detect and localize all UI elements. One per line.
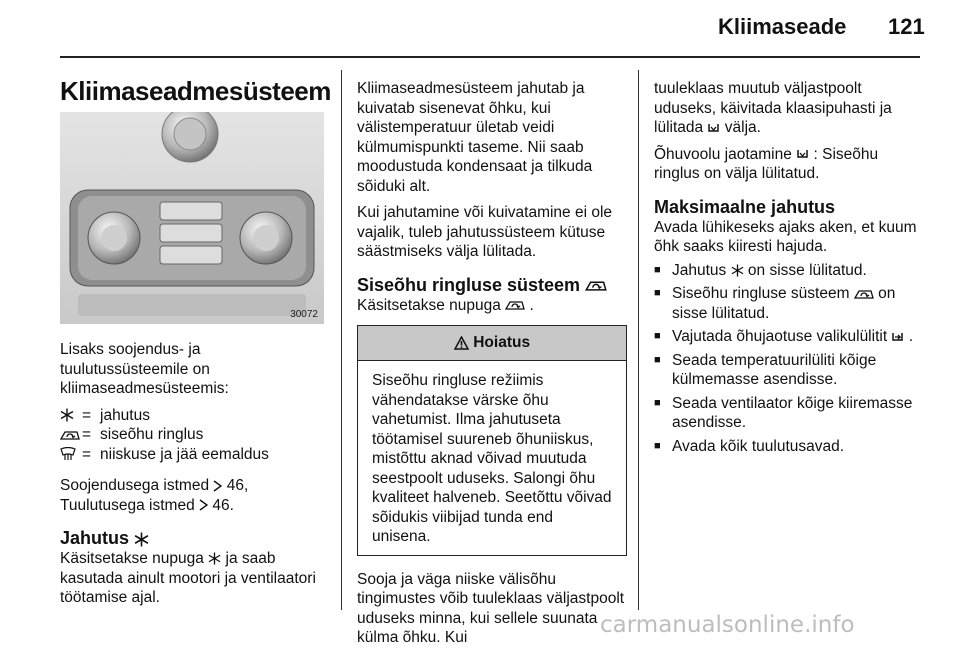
legend-text-defog: niiskuse ja jää eemaldus bbox=[100, 445, 269, 463]
legend-row-recirculation bbox=[60, 425, 332, 445]
column-divider-1 bbox=[341, 70, 342, 610]
paragraph-wiper: tuuleklaas muutub väljastpoolt uduseks, käivitada klaasipuhasti ja lülitada välja. bbox=[654, 80, 892, 136]
max-cooling-intro: Avada lühikeseks ajaks aken, et kuum õhk saaks kiiresti hajuda. bbox=[654, 218, 917, 255]
legend-row-defog bbox=[60, 445, 332, 465]
list-item: ■ Vajutada õhujaotuse valikulülitit . bbox=[654, 327, 922, 347]
warning-header bbox=[358, 326, 626, 361]
list-item: ■ Siseõhu ringluse süsteem on sisse lülitatud. bbox=[654, 284, 922, 323]
reference-text: Tuulutusega istmed bbox=[60, 496, 195, 514]
snowflake-icon bbox=[134, 528, 149, 548]
paragraph-cooling-description: Kliimaseadmesüsteem jahutab ja kuivatab sisenevat õhku, kui välistemperatuur ületab veidi külmumispunkti taseme. Nii saab moodustuda kondensaat ja tilkuda sõiduki alt. bbox=[357, 80, 593, 195]
paragraph-switch-off: Kui jahutamine või kuivatamine ei ole vajalik, tuleb jahutussüsteem kütuse säästmiseks välja lülitada. bbox=[357, 204, 613, 260]
reference-page: 46 bbox=[226, 477, 244, 494]
figure-number: 30072 bbox=[290, 309, 318, 320]
warning-box bbox=[357, 325, 627, 556]
snowflake-icon bbox=[208, 550, 225, 567]
control-panel-illustration bbox=[60, 112, 324, 324]
reference-ventilated-seats[interactable]: Tuulutusega istmed 46. bbox=[60, 496, 234, 514]
air-recirculation-icon bbox=[60, 425, 82, 445]
watermark: carmanualsonline.info bbox=[600, 612, 855, 638]
air-recirculation-icon bbox=[505, 297, 529, 314]
legend-equals: = bbox=[82, 426, 92, 443]
column-1-text bbox=[60, 340, 332, 615]
warning-triangle-icon bbox=[454, 334, 473, 351]
paragraph-air-distribution: Õhuvoolu jaotamine : Siseõhu ringlus on välja lülitatud. bbox=[654, 145, 879, 182]
reference-heated-seats[interactable]: Soojendusega istmed 46, bbox=[60, 477, 249, 494]
air-to-windshield-icon bbox=[707, 119, 724, 136]
column-2-text bbox=[357, 79, 627, 655]
max-cooling-heading: Maksimaalne jahutus bbox=[654, 196, 836, 217]
reference-page: 46 bbox=[212, 496, 230, 514]
reference-text: Soojendusega istmed bbox=[60, 477, 210, 494]
snowflake-icon bbox=[60, 406, 82, 426]
cooling-paragraph: Käsitsetakse nupuga ja saab kasutada ainult mootori ja ventilaatori töötamise ajal. bbox=[60, 550, 316, 606]
legend-equals: = bbox=[82, 445, 92, 463]
list-item: ■ Seada ventilaator kõige kiiremasse asendisse. bbox=[654, 394, 922, 433]
paragraph-outside-fog: Sooja ja väga niiske välisõhu tingimustes võib tuuleklaas väljastpoolt uduseks minna, kui sellele suunata külma õhku. Kui bbox=[357, 570, 625, 646]
legend-equals: = bbox=[82, 406, 92, 424]
legend-row-cooling bbox=[60, 406, 332, 426]
header-title: Kliimaseade bbox=[718, 14, 847, 39]
air-recirculation-icon bbox=[585, 275, 607, 295]
column-divider-2 bbox=[638, 70, 639, 610]
air-to-upper-body-icon bbox=[891, 328, 908, 345]
list-item: ■ Jahutus on sisse lülitatud. bbox=[654, 261, 922, 281]
intro-paragraph: Lisaks soojendus- ja tuulutussüsteemile on kliimaseadmesüsteemis: bbox=[60, 341, 229, 397]
legend-text-recirculation: siseõhu ringlus bbox=[100, 426, 204, 443]
warning-text: Siseõhu ringluse režiimis vähendatakse värske õhu vahetumist. Ilma jahutuseta töötamisel suureneb õhuniiskus, mistõttu aknad võivad muutuda seestpoolt uduseks. Salongi õhu kvaliteet halveneb. Seetõttu võivad sõidukis viibijad tunda end unisena. bbox=[372, 372, 612, 545]
cooling-heading: Jahutus bbox=[60, 527, 332, 549]
legend-text-cooling: jahutus bbox=[100, 406, 150, 424]
page-ref-arrow-icon bbox=[213, 477, 226, 494]
recirculation-heading: Siseõhu ringluse süsteem bbox=[357, 274, 627, 296]
page-ref-arrow-icon bbox=[199, 497, 212, 514]
section-title: Kliimaseadmesüsteem bbox=[60, 76, 331, 106]
air-recirculation-icon bbox=[854, 285, 878, 302]
legend-list bbox=[60, 406, 332, 465]
snowflake-icon bbox=[731, 262, 748, 279]
windshield-defog-icon bbox=[60, 445, 82, 465]
warning-title: Hoiatus bbox=[473, 334, 531, 351]
max-cooling-steps bbox=[654, 261, 922, 457]
column-3-text bbox=[654, 79, 922, 460]
header-divider bbox=[60, 56, 920, 58]
climate-control-panel-photo bbox=[60, 112, 324, 324]
page-number: 121 bbox=[888, 14, 925, 39]
list-item: ■ Seada temperatuurilüliti kõige külmemasse asendisse. bbox=[654, 351, 922, 390]
list-item: ■ Avada kõik tuulutusavad. bbox=[654, 437, 922, 457]
recirculation-paragraph: Käsitsetakse nupuga . bbox=[357, 296, 534, 314]
air-to-windshield-icon bbox=[796, 146, 813, 163]
